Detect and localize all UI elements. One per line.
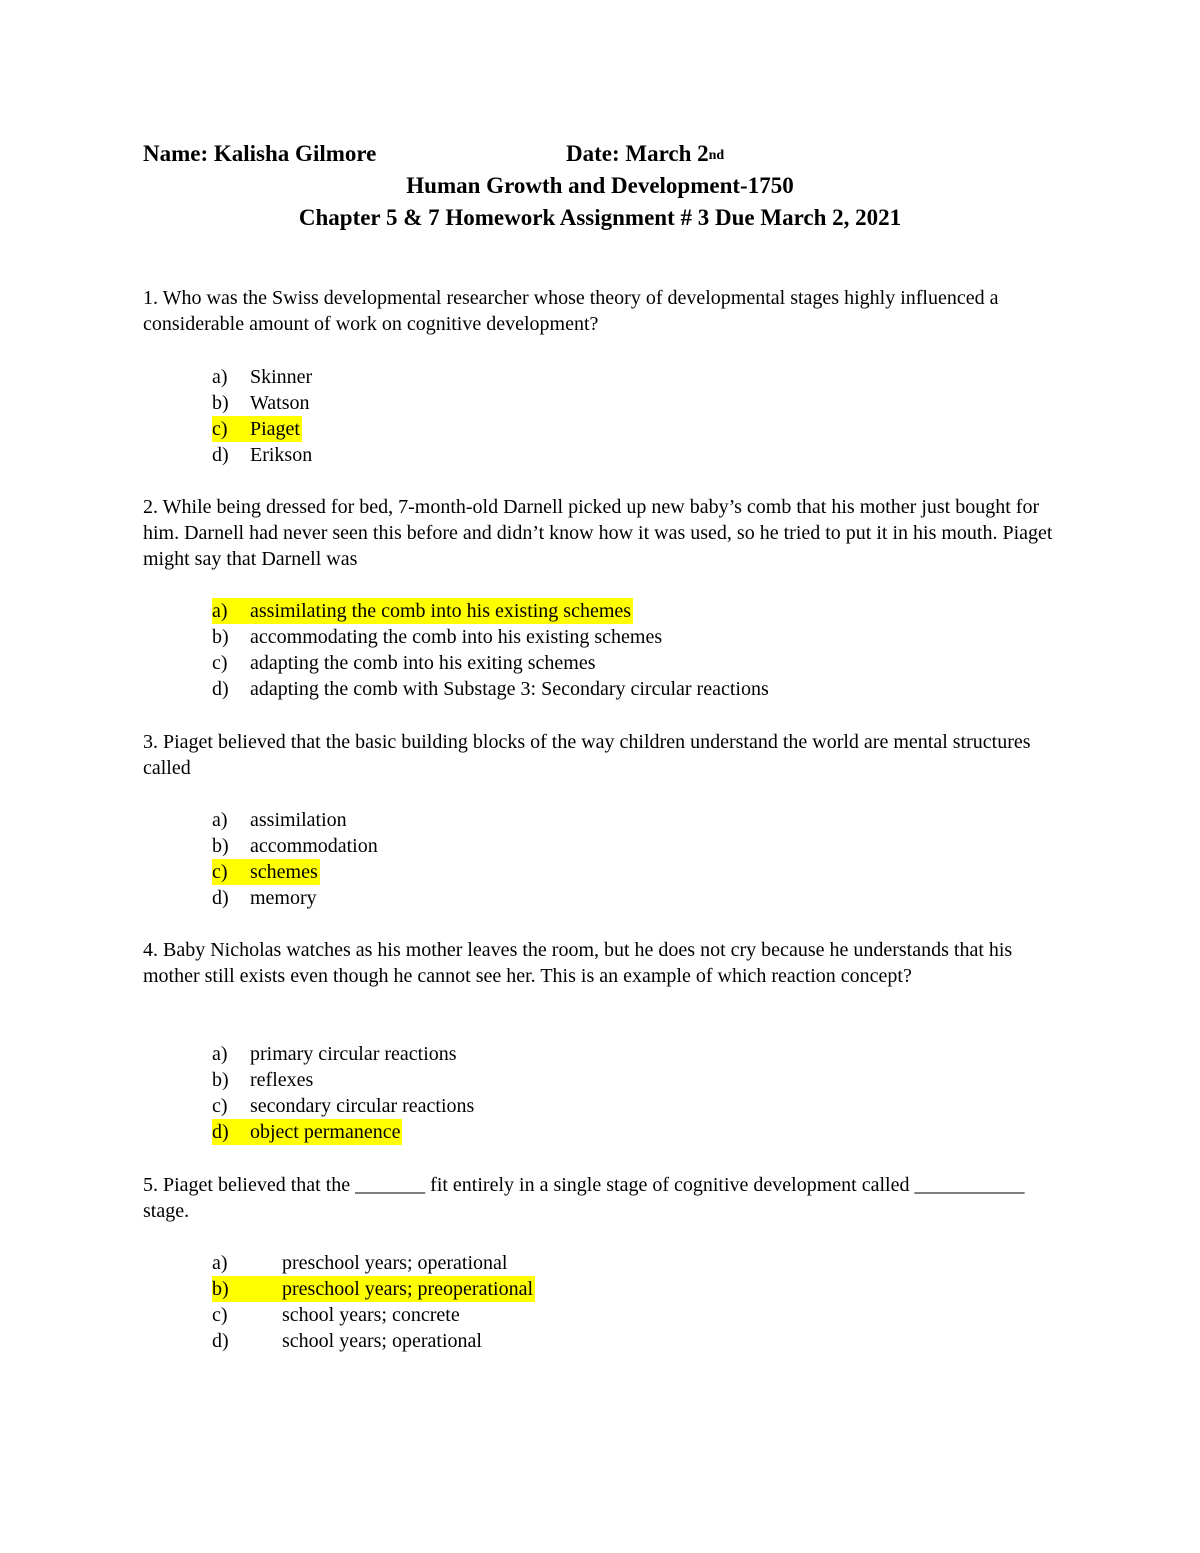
option [212, 807, 380, 833]
option-text: schemes [250, 861, 318, 883]
option-selected [212, 1276, 535, 1302]
option-letter: c) [212, 418, 228, 440]
option-letter: d) [212, 1121, 229, 1143]
option-text: primary circular reactions [250, 1043, 457, 1065]
option-letter: a) [212, 600, 228, 622]
option-text: school years; operational [282, 1330, 482, 1352]
option-text: reflexes [250, 1069, 314, 1091]
option [212, 364, 314, 390]
option-letter: c) [212, 1304, 228, 1326]
option-text: Skinner [250, 366, 313, 388]
option-text: Piaget [250, 418, 300, 440]
option [212, 1302, 535, 1328]
option-text: assimilation [250, 809, 347, 831]
option-letter: a) [212, 1252, 228, 1274]
option [212, 1067, 476, 1093]
option-text: preschool years; operational [282, 1252, 508, 1274]
question-4-options [212, 1041, 476, 1145]
question-5-options [212, 1250, 535, 1354]
course-title: Human Growth and Development-1750 [406, 173, 794, 198]
option-text: adapting the comb with Substage 3: Secondary circular reactions [250, 678, 769, 700]
assignment-date [566, 141, 724, 167]
assignment-title: Chapter 5 & 7 Homework Assignment # 3 Due March 2, 2021 [298, 205, 902, 230]
question-2-text: 2. While being dressed for bed, 7-month-old Darnell picked up new baby’s comb that his mother just bought for him. Darnell had never seen this before and didn’t know how it was used, so he tried to put it in his mouth. Piaget might say that Darnell was [143, 496, 1053, 570]
option-letter: d) [212, 678, 229, 700]
option-selected [212, 1119, 476, 1145]
option [212, 1041, 476, 1067]
option-text: adapting the comb into his exiting schemes [250, 652, 596, 674]
option [212, 676, 771, 702]
option [212, 442, 314, 468]
option-letter: a) [212, 1043, 228, 1065]
question-3-options [212, 807, 380, 911]
option [212, 885, 380, 911]
option-letter: b) [212, 1069, 229, 1091]
option-text: memory [250, 887, 317, 909]
option [212, 1328, 535, 1354]
date-ordinal-suffix: nd [708, 148, 725, 163]
option-letter: d) [212, 1330, 229, 1352]
option-text: assimilating the comb into his existing schemes [250, 600, 632, 622]
question-1-text: 1. Who was the Swiss developmental researcher whose theory of developmental stages highly influenced a considerable amount of work on cognitive development? [143, 287, 999, 335]
option-letter: b) [212, 1278, 229, 1300]
option-letter: a) [212, 366, 228, 388]
option [212, 390, 314, 416]
option-letter: b) [212, 835, 229, 857]
option-text: accommodation [250, 835, 378, 857]
question-5-text: 5. Piaget believed that the _______ fit entirely in a single stage of cognitive development called ___________ stage. [143, 1174, 1025, 1222]
question-2-options [212, 598, 771, 702]
option-letter: d) [212, 887, 229, 909]
option-selected [212, 598, 771, 624]
question-4-text: 4. Baby Nicholas watches as his mother leaves the room, but he does not cry because he understands that his mother still exists even though he cannot see her. This is an example of which reaction concept? [143, 939, 1013, 987]
option-text: preschool years; preoperational [282, 1278, 534, 1300]
date-text: Date: March 2 [566, 141, 709, 166]
option-letter: c) [212, 861, 228, 883]
question-3-text: 3. Piaget believed that the basic building blocks of the way children understand the world are mental structures called [143, 731, 1031, 779]
option [212, 624, 771, 650]
option-letter: c) [212, 1095, 228, 1117]
student-name: Name: Kalisha Gilmore [143, 141, 377, 166]
option-text: object permanence [250, 1121, 401, 1143]
option-letter: d) [212, 444, 229, 466]
option-text: school years; concrete [282, 1304, 460, 1326]
option-text: accommodating the comb into his existing schemes [250, 626, 663, 648]
option-text: Erikson [250, 444, 313, 466]
option-letter: c) [212, 652, 228, 674]
question-1-options [212, 364, 314, 468]
option-selected [212, 416, 314, 442]
option-letter: b) [212, 392, 229, 414]
option [212, 833, 380, 859]
option-text: secondary circular reactions [250, 1095, 475, 1117]
option-letter: b) [212, 626, 229, 648]
option [212, 1093, 476, 1119]
option [212, 650, 771, 676]
option-selected [212, 859, 380, 885]
option [212, 1250, 535, 1276]
option-letter: a) [212, 809, 228, 831]
option-text: Watson [250, 392, 310, 414]
